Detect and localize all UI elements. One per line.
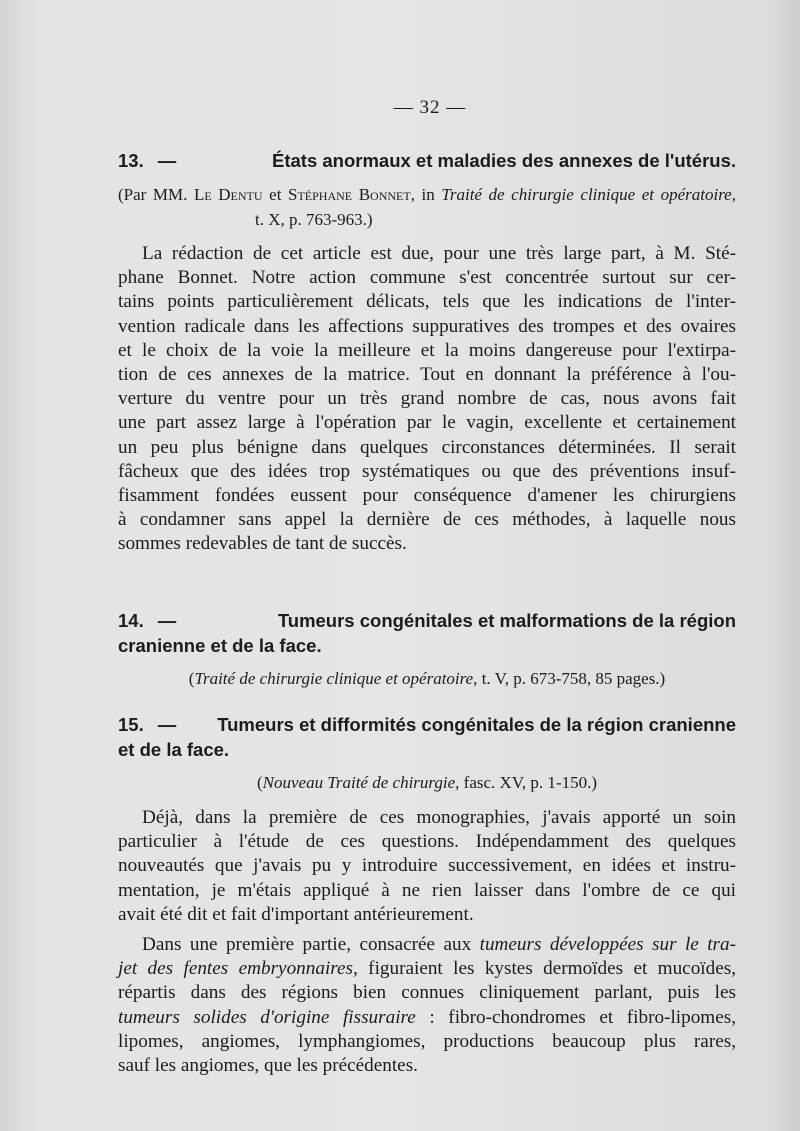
section-title: Tumeurs congénitales et malformations de la région — [277, 610, 736, 631]
page-number: — 32 — — [393, 97, 467, 118]
author-name: Stéphane Bonnet — [288, 185, 411, 204]
section-number: 13. — [118, 150, 144, 171]
section-15-source: (Nouveau Traité de chirurgie, fasc. XV, p. 1-150.) — [257, 773, 597, 792]
text-line: sauf les angiomes, que les précédentes. — [118, 1055, 418, 1077]
text-line: et le choix de la voie la meilleure et la moins dangereuse pour l'extirpa- — [118, 339, 736, 361]
section-14 — [118, 608, 736, 691]
text-run: : fibro-chondromes et fibro-lipomes, — [415, 1006, 737, 1028]
text-line: avait été dit et fait d'important antérieurement. — [118, 903, 474, 925]
text-line — [118, 933, 736, 957]
source-ref: fasc. XV, p. 1-150.) — [459, 773, 597, 792]
text-line: sommes redevables de tant de succès. — [118, 533, 407, 555]
text-line — [118, 957, 736, 981]
section-13-paragraph — [118, 242, 736, 557]
source-and: et — [262, 185, 288, 204]
text-line: Déjà, dans la première de ces monographies, j'avais apporté un soin — [142, 807, 736, 828]
section-13-source — [118, 182, 736, 207]
section-title: États anormaux et maladies des annexes de l'utérus. — [272, 150, 736, 171]
source-work: Nouveau Traité de chirurgie, — [262, 773, 460, 792]
section-title-cont: et de la face. — [118, 739, 230, 760]
text-line: tion de ces annexes de la matrice. Tout en donnant la préférence à l'ou- — [118, 364, 736, 386]
source-work: Traité de chirurgie clinique et opératoire, — [441, 185, 736, 204]
source-in: , in — [410, 185, 442, 204]
text-line: verture du ventre pour un très grand nombre de cas, nous avons fait — [118, 388, 736, 410]
section-number: 14. — [118, 610, 144, 631]
section-14-source: (Traité de chirurgie clinique et opératoire, t. V, p. 673-758, 85 pages.) — [188, 669, 666, 688]
text-line: particulier à l'étude de ces questions. Indépendamment des quelques — [118, 831, 736, 853]
section-13 — [118, 148, 736, 232]
source-work: Traité de chirurgie clinique et opératoire, — [194, 669, 478, 688]
text-run-italic: tumeurs développées sur le tra- — [479, 934, 736, 955]
source-ref: t. X, p. 763-963.) — [255, 210, 373, 229]
heading-dash: — — [157, 714, 177, 735]
author-name: Le Dentu — [193, 185, 263, 204]
text-line: fisamment fondées eussent pour conséquence d'amener les chirurgiens — [118, 485, 736, 507]
text-line: lipomes, angiomes, lymphangiomes, productions beaucoup plus rares, — [118, 1030, 736, 1052]
text-line: fâcheux que des idées trop systématiques ou que des préventions insuf- — [118, 460, 736, 482]
section-title: Tumeurs et difformités congénitales de la région cranienne — [217, 714, 736, 735]
section-title-cont: cranienne et de la face. — [118, 635, 322, 656]
text-line: une part assez large à l'opération par le vagin, excellente et certainement — [118, 412, 736, 434]
heading-dash: — — [157, 610, 177, 631]
text-line: à condamner sans appel la dernière de ces méthodes, à laquelle nous — [118, 509, 736, 531]
source-prefix: (Par MM. — [118, 185, 194, 204]
text-line: tains points particulièrement délicats, tels que les indications de l'inter- — [118, 291, 736, 313]
source-ref: t. V, p. 673-758, 85 pages.) — [477, 669, 666, 688]
text-run: Dans une première partie, consacrée aux — [142, 934, 480, 955]
text-line: phane Bonnet. Notre action commune s'est concentrée surtout sur cer- — [118, 267, 736, 289]
text-line: répartis dans des régions bien connues cliniquement parlant, puis les — [118, 982, 736, 1004]
text-run-italic: jet des fentes embryonnaires, — [118, 958, 358, 980]
section-15 — [118, 712, 736, 795]
section-number: 15. — [118, 714, 144, 735]
section-14-heading — [118, 608, 736, 633]
section-15-paragraph-1 — [118, 806, 736, 927]
text-line: vention radicale dans les affections suppuratives des trompes et des ovaires — [118, 315, 736, 337]
section-13-heading — [118, 148, 736, 173]
text-line — [118, 1006, 736, 1030]
paragraph — [118, 242, 736, 557]
text-line: nouveautés que j'avais pu y introduire successivement, en idées et instru- — [118, 855, 736, 877]
heading-dash: — — [157, 150, 177, 171]
paragraph — [118, 933, 736, 1078]
section-15-heading — [118, 712, 736, 737]
text-run-italic: tumeurs solides d'origine fissuraire — [118, 1006, 416, 1028]
paragraph — [118, 806, 736, 927]
text-line: La rédaction de cet article est due, pour une très large part, à M. Sté- — [142, 243, 736, 264]
section-15-paragraph-2 — [118, 933, 736, 1078]
text-line: mentation, je m'étais appliqué à ne rien laisser dans l'ombre de ce qui — [118, 879, 736, 901]
text-run: figuraient les kystes dermoïdes et mucoïdes, — [357, 958, 736, 980]
text-line: un peu plus bénigne dans quelques circonstances déterminées. Il serait — [118, 436, 736, 458]
